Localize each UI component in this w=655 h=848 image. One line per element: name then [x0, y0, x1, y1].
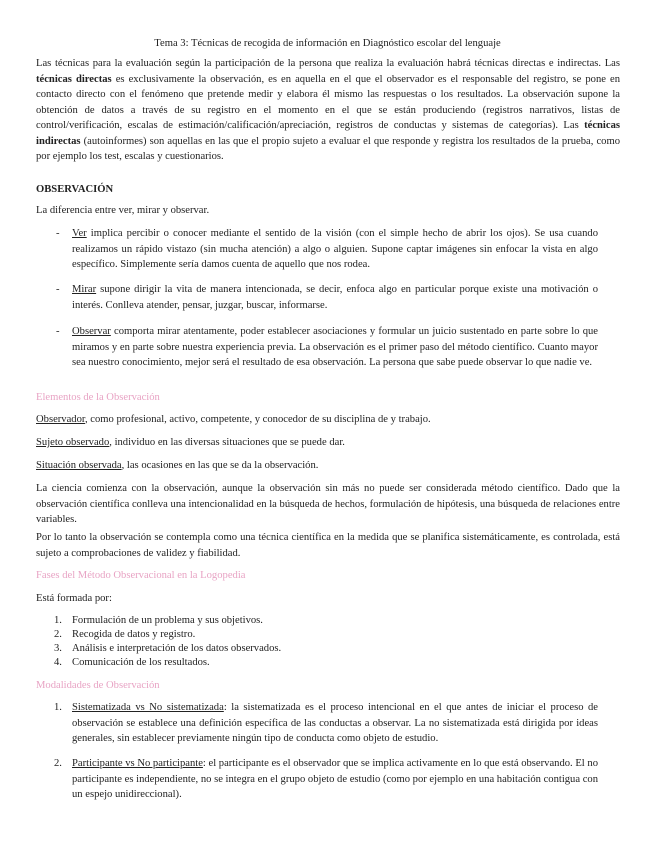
term-sistematizada: Sistematizada vs No sistematizada [72, 702, 224, 713]
list-item-text: : la sistematizada es el proceso intencional en el que antes de iniciar el proceso de observación se establece una definición específica de las conductas a observar. La no sistematizada está dirigida por ideas generales, sin establecer previamente ningún tipo de conducta como objeto de estudio. [72, 702, 598, 744]
term-ver: Ver [72, 228, 87, 239]
list-item-text: comporta mirar atentamente, poder establecer asociaciones y formular un juicio sustentado en parte sobre lo que miramos y en parte sobre nuestra experiencia previa. La observación es el primer paso del método científico. Cuanto mayor sea nuestro conocimiento, mejor será el resultado de esa observación. La persona que sabe puede observar lo que nadie ve. [72, 326, 598, 368]
dash-marker: - [56, 284, 60, 295]
list-number: 2. [54, 758, 62, 769]
dash-marker: - [56, 326, 60, 337]
term-situacion: Situación observada [36, 460, 122, 471]
fases-heading: Fases del Método Observacional en la Logopedia [36, 570, 246, 581]
list-number: 1. [54, 615, 62, 626]
intro-text-2: es exclusivamente la observación, es en aquella en el que el observador es el responsable del registro, se pone en contacto directo con el fenómeno que pretende medir y elabora él mismo las respuestas o los resultados. La observación supone la obtención de datos a través de su registro en el momento en el que se están produciendo (registros narrativos, listas de control/verificación, escalas de estimación/calificación/apreciación, registros de conductas y sistemas de categorías). Las [36, 73, 621, 131]
list-item-text: : el participante es el observador que se implica activamente en lo que está observando. El no participante es independiente, no se integra en el grupo objeto de estudio (como por ejemplo en una habitación contigua con un espejo unidireccional). [72, 758, 598, 800]
term-participante: Participante vs No participante [72, 758, 203, 769]
term-sujeto: Sujeto observado [36, 437, 110, 448]
elemento-sujeto [36, 435, 620, 451]
elemento-text: , individuo en las diversas situaciones que se puede dar. [109, 437, 345, 448]
dash-marker: - [56, 228, 60, 239]
intro-bold-directas: técnicas directas [36, 73, 112, 85]
list-item-body [72, 226, 598, 273]
list-number: 1. [54, 702, 62, 713]
list-item-body [72, 324, 598, 371]
modalidades-heading: Modalidades de Observación [36, 680, 160, 691]
list-item-text: implica percibir o conocer mediante el sentido de la visión (con el simple hecho de abrir los ojos). Se usa cuando realizamos un rápido vistazo (sin mucha atención) a algo o alguien. Supone captar imágenes sin enfocar la vista en algo específico. Simplemente sería damos cuenta de aquello que nos rodea. [72, 228, 598, 270]
intro-text-1: Las técnicas para la evaluación según la participación de la persona que realiza la evaluación habrá técnicas directas e indirectas. Las [36, 58, 620, 69]
term-mirar: Mirar [72, 284, 97, 295]
fases-lead: Está formada por: [36, 593, 112, 604]
elemento-text: , las ocasiones en las que se da la observación. [121, 460, 319, 471]
list-item-text: Comunicación de los resultados. [72, 657, 210, 668]
list-item-text: Análisis e interpretación de los datos observados. [72, 643, 282, 654]
list-number: 4. [54, 657, 62, 668]
list-item-text: Formulación de un problema y sus objetivos. [72, 615, 263, 626]
elemento-observador [36, 412, 620, 428]
elemento-text: , como profesional, activo, competente, y conocedor de su disciplina de y trabajo. [85, 414, 431, 425]
list-item-body [72, 700, 598, 747]
list-item-text: supone dirigir la vita de manera intencionada, se decir, enfoca algo en particular porque existe una motivación o interés. Conlleva atender, pensar, juzgar, buscar, informarse. [72, 284, 598, 311]
observacion-lead: La diferencia entre ver, mirar y observar. [36, 205, 210, 216]
intro-paragraph [36, 56, 620, 165]
term-observar: Observar [72, 326, 111, 337]
elementos-paragraph-1: La ciencia comienza con la observación, aunque la observación sin más no puede ser considerada método científico. Dado que la observación científica conlleva una intencionalidad en la búsqueda de hechos, formulación de hipótesis, una búsqueda de relaciones entre variables. [36, 483, 620, 525]
list-number: 2. [54, 629, 62, 640]
elemento-situacion [36, 458, 620, 474]
list-item-text: Recogida de datos y registro. [72, 629, 196, 640]
list-item-body [72, 282, 598, 313]
intro-bold-indirectas: técnicas indirectas [36, 120, 620, 147]
list-number: 3. [54, 643, 62, 654]
observacion-heading: OBSERVACIÓN [36, 184, 114, 195]
list-item-body [72, 756, 598, 803]
intro-text-3: (autoinformes) son aquellas en las que el propio sujeto a evaluar el que responde y registra los resultados de la prueba, como por ejemplo los test, escalas y cuestionarios. [36, 135, 620, 162]
elementos-heading: Elementos de la Observación [36, 392, 160, 403]
document-title: Tema 3: Técnicas de recogida de información en Diagnóstico escolar del lenguaje [154, 38, 501, 49]
term-observador: Observador [36, 414, 85, 425]
elementos-paragraph-2: Por lo tanto la observación se contempla como una técnica científica en la medida que se planifica sistemáticamente, es controlada, está sujeto a comprobaciones de validez y fiabilidad. [36, 532, 620, 559]
